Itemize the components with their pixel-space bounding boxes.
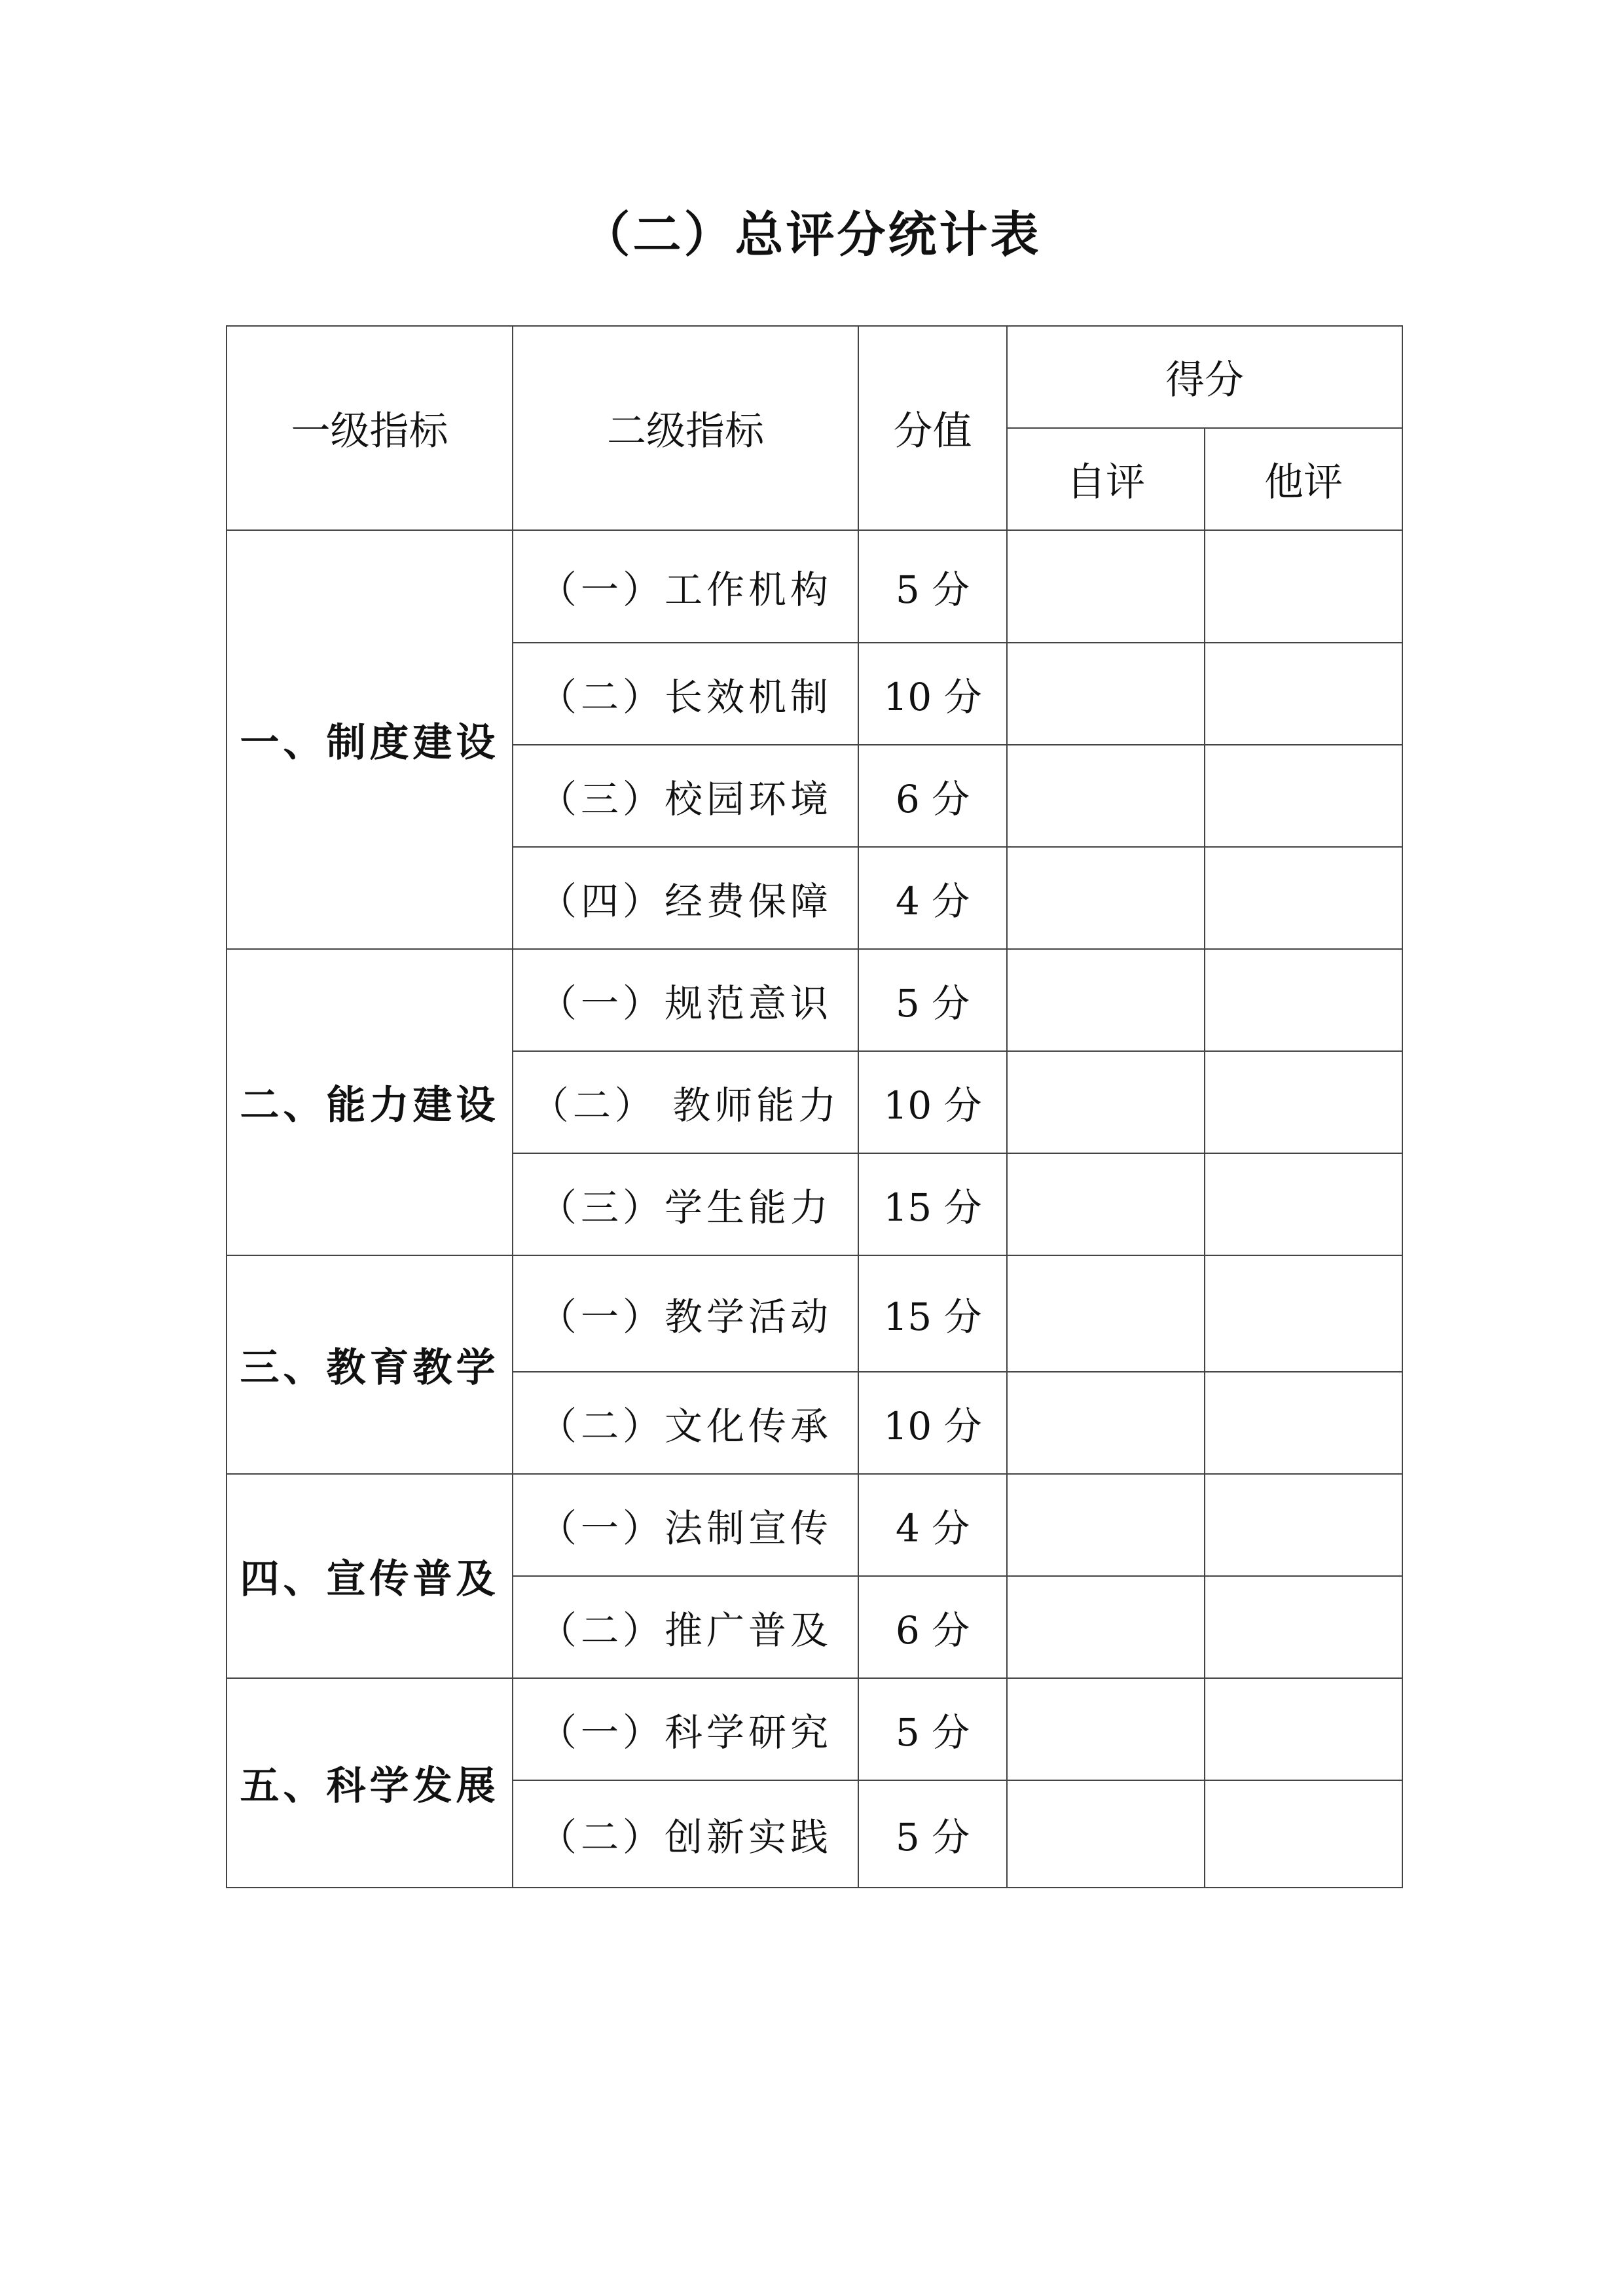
level2-indicator: （二）文化传承	[513, 1372, 858, 1474]
page-title: （二）总评分统计表	[581, 207, 1042, 263]
header-level2: 二级指标	[513, 326, 858, 530]
points-value: 6 分	[858, 1576, 1007, 1678]
points-value: 5 分	[858, 530, 1007, 643]
other-score-cell[interactable]	[1205, 530, 1402, 643]
self-score-cell[interactable]	[1007, 530, 1205, 643]
level2-indicator: （一）工作机构	[513, 530, 858, 643]
self-score-cell[interactable]	[1007, 1780, 1205, 1888]
level2-indicator: （一）规范意识	[513, 949, 858, 1051]
level2-indicator: （二） 教师能力	[513, 1051, 858, 1153]
other-score-cell[interactable]	[1205, 1255, 1402, 1372]
level1-indicator: 三、教育教学	[227, 1255, 513, 1474]
level1-indicator: 五、科学发展	[227, 1678, 513, 1888]
points-value: 10 分	[858, 1051, 1007, 1153]
level1-indicator: 四、宣传普及	[227, 1474, 513, 1678]
points-value: 5 分	[858, 1780, 1007, 1888]
self-score-cell[interactable]	[1007, 643, 1205, 745]
level2-indicator: （三）校园环境	[513, 745, 858, 847]
self-score-cell[interactable]	[1007, 1576, 1205, 1678]
self-score-cell[interactable]	[1007, 745, 1205, 847]
other-score-cell[interactable]	[1205, 1051, 1402, 1153]
points-value: 15 分	[858, 1153, 1007, 1255]
self-score-cell[interactable]	[1007, 1255, 1205, 1372]
level2-indicator: （一）教学活动	[513, 1255, 858, 1372]
self-score-cell[interactable]	[1007, 1372, 1205, 1474]
other-score-cell[interactable]	[1205, 643, 1402, 745]
self-score-cell[interactable]	[1007, 1153, 1205, 1255]
points-value: 10 分	[858, 1372, 1007, 1474]
other-score-cell[interactable]	[1205, 1153, 1402, 1255]
header-score: 得分	[1007, 326, 1402, 428]
other-score-cell[interactable]	[1205, 847, 1402, 949]
other-score-cell[interactable]	[1205, 1678, 1402, 1780]
other-score-cell[interactable]	[1205, 1576, 1402, 1678]
header-points: 分值	[858, 326, 1007, 530]
self-score-cell[interactable]	[1007, 1678, 1205, 1780]
self-score-cell[interactable]	[1007, 949, 1205, 1051]
table-row	[227, 1255, 1402, 1372]
level2-indicator: （一）法制宣传	[513, 1474, 858, 1576]
points-value: 4 分	[858, 1474, 1007, 1576]
points-value: 5 分	[858, 949, 1007, 1051]
other-score-cell[interactable]	[1205, 1780, 1402, 1888]
level2-indicator: （三）学生能力	[513, 1153, 858, 1255]
other-score-cell[interactable]	[1205, 949, 1402, 1051]
header-self-score: 自评	[1007, 428, 1205, 530]
points-value: 6 分	[858, 745, 1007, 847]
level2-indicator: （一）科学研究	[513, 1678, 858, 1780]
level2-indicator: （四）经费保障	[513, 847, 858, 949]
level2-indicator: （二）长效机制	[513, 643, 858, 745]
level1-indicator: 一、制度建设	[227, 530, 513, 949]
level1-indicator: 二、能力建设	[227, 949, 513, 1255]
self-score-cell[interactable]	[1007, 847, 1205, 949]
points-value: 5 分	[858, 1678, 1007, 1780]
other-score-cell[interactable]	[1205, 1372, 1402, 1474]
level2-indicator: （二）推广普及	[513, 1576, 858, 1678]
points-value: 10 分	[858, 643, 1007, 745]
table-row	[227, 1474, 1402, 1576]
self-score-cell[interactable]	[1007, 1474, 1205, 1576]
table-row	[227, 949, 1402, 1051]
score-table	[226, 325, 1403, 1888]
level2-indicator: （二）创新实践	[513, 1780, 858, 1888]
table-row	[227, 530, 1402, 643]
points-value: 15 分	[858, 1255, 1007, 1372]
header-level1: 一级指标	[227, 326, 513, 530]
other-score-cell[interactable]	[1205, 745, 1402, 847]
other-score-cell[interactable]	[1205, 1474, 1402, 1576]
table-row	[227, 1678, 1402, 1780]
self-score-cell[interactable]	[1007, 1051, 1205, 1153]
header-other-score: 他评	[1205, 428, 1402, 530]
points-value: 4 分	[858, 847, 1007, 949]
